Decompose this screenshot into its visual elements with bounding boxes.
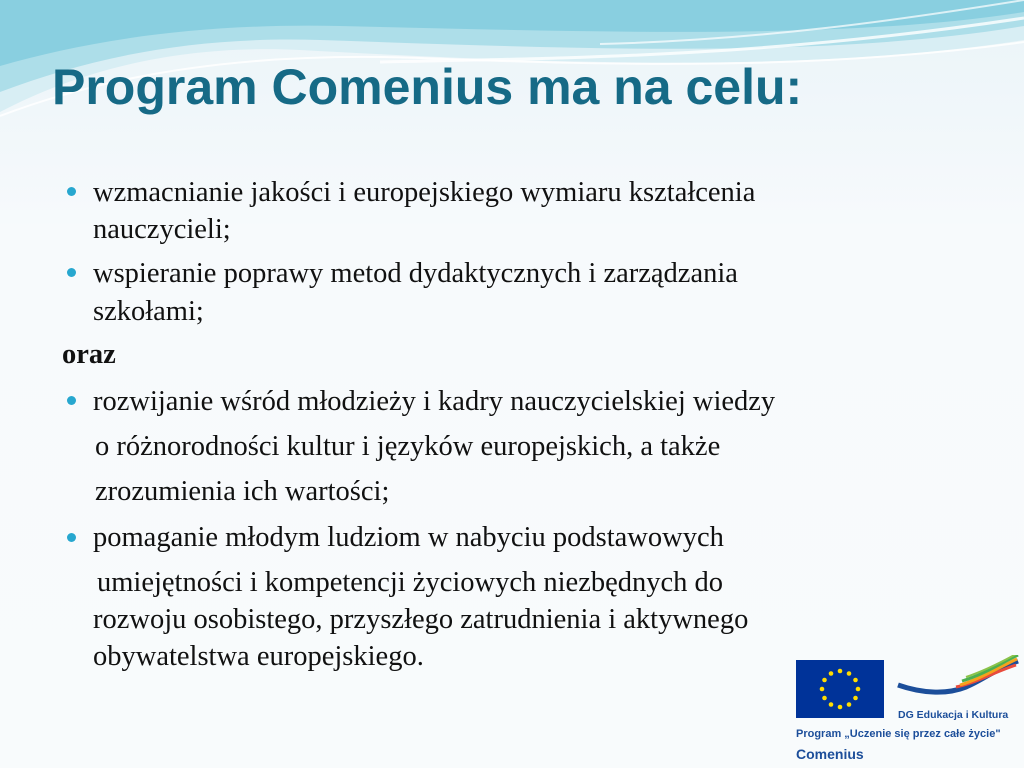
body-line: pomaganie młodym ludziom w nabyciu podstawowych bbox=[93, 522, 724, 553]
body-line: szkołami; bbox=[93, 296, 204, 327]
body-line: wzmacnianie jakości i europejskiego wymiaru kształcenia bbox=[93, 177, 756, 208]
program-label: Program „Uczenie się przez całe życie" bbox=[796, 728, 1001, 740]
body-line: umiejętności i kompetencji życiowych niezbędnych do bbox=[97, 567, 724, 598]
body-line: wspieranie poprawy metod dydaktycznych i zarządzania bbox=[93, 258, 738, 289]
body-line: o różnorodności kultur i języków europejskich, a także bbox=[95, 431, 721, 462]
dg-label: DG Edukacja i Kultura bbox=[898, 709, 1009, 721]
eu-program-logo bbox=[780, 655, 1024, 768]
bullet-icon bbox=[67, 533, 76, 542]
bullet-icon bbox=[67, 396, 76, 405]
bullet-icon bbox=[67, 268, 76, 277]
lifelong-learning-swoosh-icon bbox=[896, 655, 1020, 703]
body-line: rozwoju osobistego, przyszłego zatrudnienia i aktywnego bbox=[93, 604, 749, 635]
body-line-oraz: oraz bbox=[62, 339, 116, 370]
bullet-icon bbox=[67, 187, 76, 196]
body-line: obywatelstwa europejskiego. bbox=[93, 641, 424, 672]
eu-flag-icon bbox=[796, 660, 884, 718]
body-line: nauczycieli; bbox=[93, 214, 231, 245]
body-line: rozwijanie wśród młodzieży i kadry nauczycielskiej wiedzy bbox=[93, 386, 776, 417]
body-line: zrozumienia ich wartości; bbox=[95, 476, 390, 507]
comenius-label: Comenius bbox=[796, 746, 864, 762]
slide-title: Program Comenius ma na celu: bbox=[52, 59, 803, 115]
